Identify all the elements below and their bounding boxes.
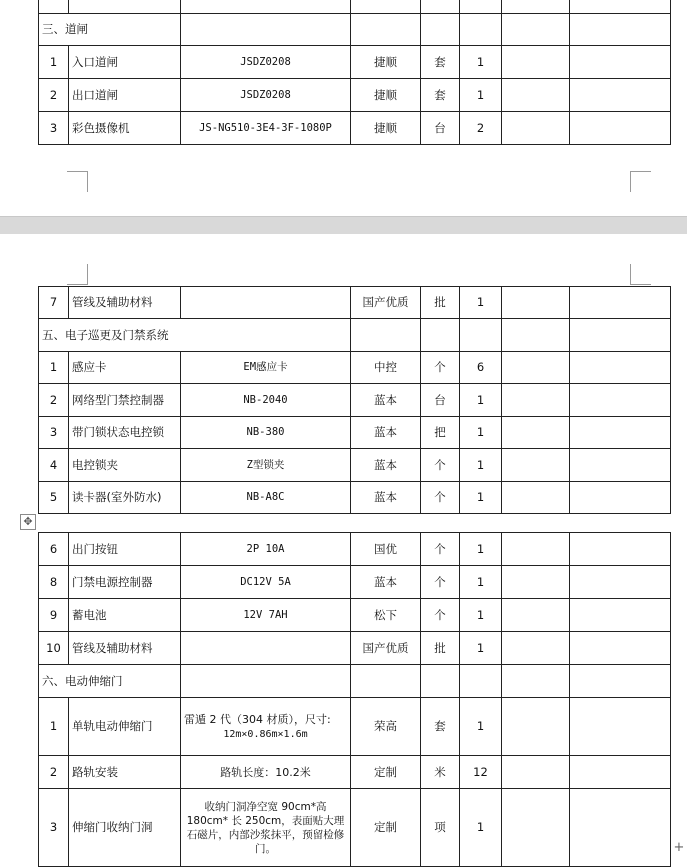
table-row [39,482,671,514]
item-number: 2 [39,756,69,789]
item-brand: 蓝本 [351,482,421,514]
document-page-2 [0,234,687,864]
item-number: 2 [39,79,69,112]
item-brand: 蓝本 [351,384,421,417]
section-title: 五、电子巡更及门禁系统 [39,319,351,352]
page-corner-mark [67,171,88,192]
item-name: 带门锁状态电控锁 [69,417,181,449]
table-row [39,756,671,789]
item-quantity: 1 [460,599,502,632]
item-quantity: 12 [460,756,502,789]
blank-row [39,514,671,533]
item-model: 路轨长度：10.2米 [181,756,351,789]
item-number: 3 [39,417,69,449]
item-brand: 蓝本 [351,449,421,482]
item-brand: 国产优质 [351,287,421,319]
item-number: 3 [39,112,69,145]
item-number: 7 [39,287,69,319]
item-quantity: 1 [460,287,502,319]
table-row [39,632,671,665]
item-quantity: 1 [460,482,502,514]
item-quantity: 1 [460,698,502,756]
item-name: 出口道闸 [69,79,181,112]
table-row [39,352,671,384]
table-row [39,112,671,145]
item-name: 感应卡 [69,352,181,384]
item-quantity: 1 [460,46,502,79]
item-model [181,698,351,756]
item-model: 收纳门洞净空宽 90cm*高 180cm* 长 250cm，表面贴大理石磁片，内部沙浆抹平，预留检修门。 [181,789,351,867]
page-corner-mark [67,264,88,285]
section-row [39,319,671,352]
item-unit: 套 [421,698,460,756]
item-brand: 捷顺 [351,79,421,112]
document-page-1 [0,0,687,216]
item-model: JS-NG510-3E4-3F-1080P [181,112,351,145]
page-corner-mark [630,171,651,192]
table-move-handle-icon[interactable]: ✥ [20,514,36,530]
item-model: EM感应卡 [181,352,351,384]
item-brand: 定制 [351,789,421,867]
item-brand: 捷顺 [351,46,421,79]
item-brand: 国优 [351,533,421,566]
item-unit: 个 [421,449,460,482]
item-unit: 米 [421,756,460,789]
item-name: 网络型门禁控制器 [69,384,181,417]
item-number: 6 [39,533,69,566]
item-name: 伸缩门收纳门洞 [69,789,181,867]
item-number: 2 [39,384,69,417]
item-number: 1 [39,352,69,384]
item-name: 彩色摄像机 [69,112,181,145]
item-name: 入口道闸 [69,46,181,79]
page-corner-mark [630,264,651,285]
section-row [39,665,671,698]
item-quantity: 2 [460,112,502,145]
item-name: 蓄电池 [69,599,181,632]
item-model: JSDZ0208 [181,79,351,112]
item-unit: 个 [421,352,460,384]
item-number: 4 [39,449,69,482]
item-unit: 把 [421,417,460,449]
section-title: 三、道闸 [39,14,181,46]
table-row [39,698,671,756]
item-name: 单轨电动伸缩门 [69,698,181,756]
item-brand: 荣高 [351,698,421,756]
item-unit: 个 [421,533,460,566]
table-row [39,789,671,867]
item-unit: 个 [421,566,460,599]
table-row [39,79,671,112]
table-row [39,46,671,79]
item-number: 8 [39,566,69,599]
item-model: JSDZ0208 [181,46,351,79]
item-number: 10 [39,632,69,665]
table-row [39,533,671,566]
item-model: NB-A8C [181,482,351,514]
item-brand: 定制 [351,756,421,789]
item-number: 3 [39,789,69,867]
item-unit: 套 [421,79,460,112]
item-name: 读卡器(室外防水) [69,482,181,514]
table-row-cut-off [39,0,671,14]
item-quantity: 1 [460,632,502,665]
item-quantity: 1 [460,566,502,599]
item-number: 1 [39,698,69,756]
item-model [181,632,351,665]
item-unit: 批 [421,287,460,319]
item-quantity: 1 [460,79,502,112]
section-title: 六、电动伸缩门 [39,665,181,698]
item-quantity: 1 [460,449,502,482]
item-brand: 蓝本 [351,417,421,449]
item-name: 出门按钮 [69,533,181,566]
item-unit: 个 [421,482,460,514]
add-row-icon[interactable]: + [673,840,685,855]
item-model: 2P 10A [181,533,351,566]
equipment-table-page-1 [38,0,671,145]
item-unit: 套 [421,46,460,79]
item-brand: 国产优质 [351,632,421,665]
item-quantity: 1 [460,417,502,449]
table-row [39,566,671,599]
item-unit: 台 [421,384,460,417]
section-row [39,14,671,46]
item-name: 管线及辅助材料 [69,632,181,665]
item-name: 电控锁夹 [69,449,181,482]
item-quantity: 1 [460,789,502,867]
page-separator [0,216,687,235]
item-name: 管线及辅助材料 [69,287,181,319]
item-brand: 捷顺 [351,112,421,145]
item-model-dimensions: 12m×0.86m×1.6m [223,728,308,740]
item-quantity: 1 [460,533,502,566]
item-model: DC12V 5A [181,566,351,599]
table-row [39,449,671,482]
item-unit: 个 [421,599,460,632]
item-model-line: 雷遁 2 代（304 材质），尺寸: [184,712,331,726]
item-model: Z型锁夹 [181,449,351,482]
table-row [39,384,671,417]
item-name: 门禁电源控制器 [69,566,181,599]
equipment-table-page-2 [38,286,671,867]
item-unit: 批 [421,632,460,665]
item-model [181,287,351,319]
item-number: 5 [39,482,69,514]
item-brand: 蓝本 [351,566,421,599]
table-row [39,417,671,449]
item-quantity: 6 [460,352,502,384]
item-unit: 台 [421,112,460,145]
table-row [39,287,671,319]
item-brand: 松下 [351,599,421,632]
item-number: 1 [39,46,69,79]
item-brand: 中控 [351,352,421,384]
item-number: 9 [39,599,69,632]
item-model: NB-380 [181,417,351,449]
item-unit: 项 [421,789,460,867]
item-quantity: 1 [460,384,502,417]
table-row [39,599,671,632]
item-name: 路轨安装 [69,756,181,789]
item-model: NB-2040 [181,384,351,417]
item-model: 12V 7AH [181,599,351,632]
